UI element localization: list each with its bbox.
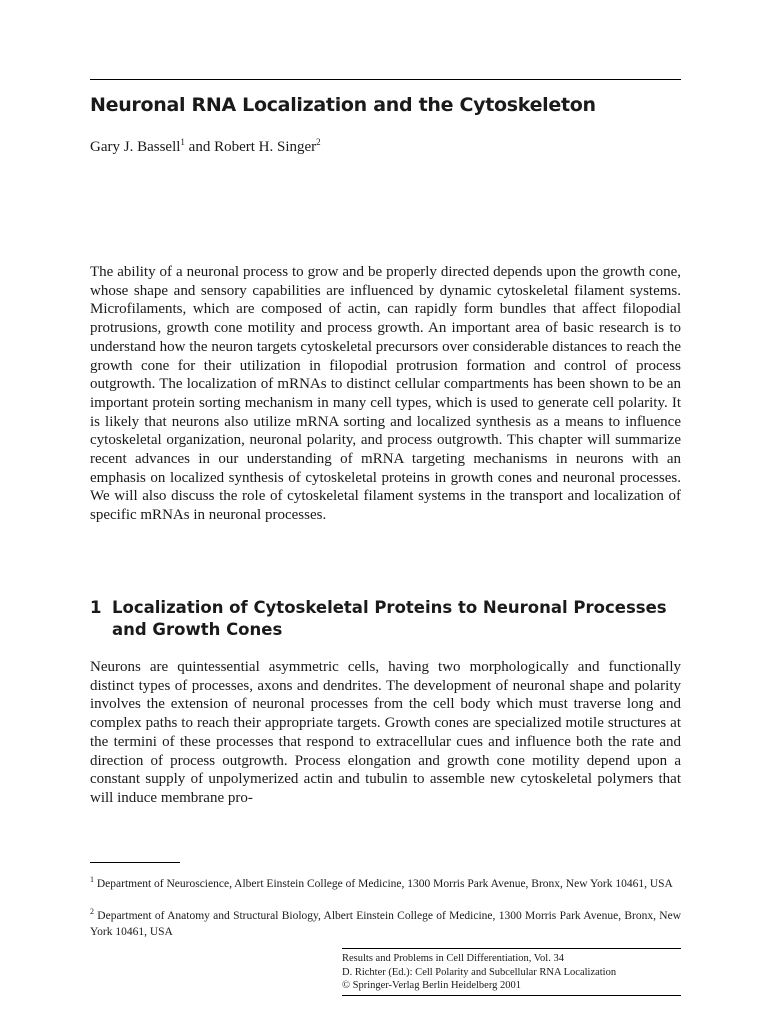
footnote-text: Department of Anatomy and Structural Biology, Albert Einstein College of Medicine, 1300 Morris Park Avenue, Bronx, New York 10461, USA bbox=[90, 909, 681, 938]
publication-info bbox=[342, 952, 687, 993]
footnote-mark: 2 bbox=[90, 907, 94, 916]
author-line bbox=[90, 137, 321, 156]
affiliation-mark: 2 bbox=[316, 137, 321, 147]
author-name: Gary J. Bassell bbox=[90, 139, 181, 155]
footnote bbox=[90, 872, 681, 892]
footnote-rule bbox=[90, 862, 180, 863]
top-rule bbox=[90, 79, 681, 80]
footnote-mark: 1 bbox=[90, 875, 94, 884]
author-name: Robert H. Singer bbox=[214, 139, 317, 155]
publication-rule bbox=[342, 995, 681, 996]
chapter-title: Neuronal RNA Localization and the Cytoskeleton bbox=[90, 94, 596, 116]
series-line: Results and Problems in Cell Differentiation, Vol. 34 bbox=[342, 953, 564, 964]
section-number: 1 bbox=[90, 598, 102, 617]
author-connector: and bbox=[184, 139, 215, 155]
copyright-line: © Springer-Verlag Berlin Heidelberg 2001 bbox=[342, 980, 522, 991]
footnote bbox=[90, 904, 681, 940]
section-title: Localization of Cytoskeletal Proteins to Neuronal Processes and Growth Cones bbox=[112, 598, 667, 639]
affiliation-mark: 1 bbox=[180, 137, 185, 147]
section-heading bbox=[90, 597, 690, 641]
section-paragraph: Neurons are quintessential asymmetric cells, having two morphologically and functionally distinct types of processes, axons and dendrites. The development of neuronal shape and polarity involves the extension of neuronal processes from the cell body which must traverse long and complex paths to reach their appropriate targets. Growth cones are specialized motile structures at the termini of these processes that respond to extracellular cues and influence both the rate and direction of process outgrowth. Process elongation and growth cone motility depend upon a constant supply of unpolymerized actin and tubulin to assemble new cytoskeletal polymers that will induce membrane pro- bbox=[90, 659, 681, 806]
publication-rule bbox=[342, 948, 681, 949]
editor-line: D. Richter (Ed.): Cell Polarity and Subcellular RNA Localization bbox=[342, 966, 617, 978]
abstract-paragraph: The ability of a neuronal process to grow and be properly directed depends upon the growth cone, whose shape and sensory capabilities are influenced by dynamic cytoskeletal filament systems. Microfilaments, which are composed of actin, can rapidly form bundles that affect filopodial protrusions, growth cone motility and process growth. An important area of basic research is to understand how the neuron targets cytoskeletal precursors over considerable distances to reach the growth cone for their utilization in filopodial protrusion formation and control of process outgrowth. The localization of mRNAs to distinct cellular compartments has been shown to be an important protein sorting mechanism in many cell types, which is used to generate cell polarity. It is likely that neurons also utilize mRNA sorting and localized synthesis as a means to influence cytoskeletal organization, neuronal polarity, and process outgrowth. This chapter will summarize recent advances in our understanding of mRNA targeting mechanisms in neurons with an emphasis on localized synthesis of cytoskeletal proteins in growth cones and neuronal processes. We will also discuss the role of cytoskeletal filament systems in the transport and localization of specific mRNAs in neuronal processes. bbox=[90, 264, 681, 524]
footnote-text: Department of Neuroscience, Albert Einstein College of Medicine, 1300 Morris Park Avenue, Bronx, New York 10461, USA bbox=[96, 877, 673, 890]
